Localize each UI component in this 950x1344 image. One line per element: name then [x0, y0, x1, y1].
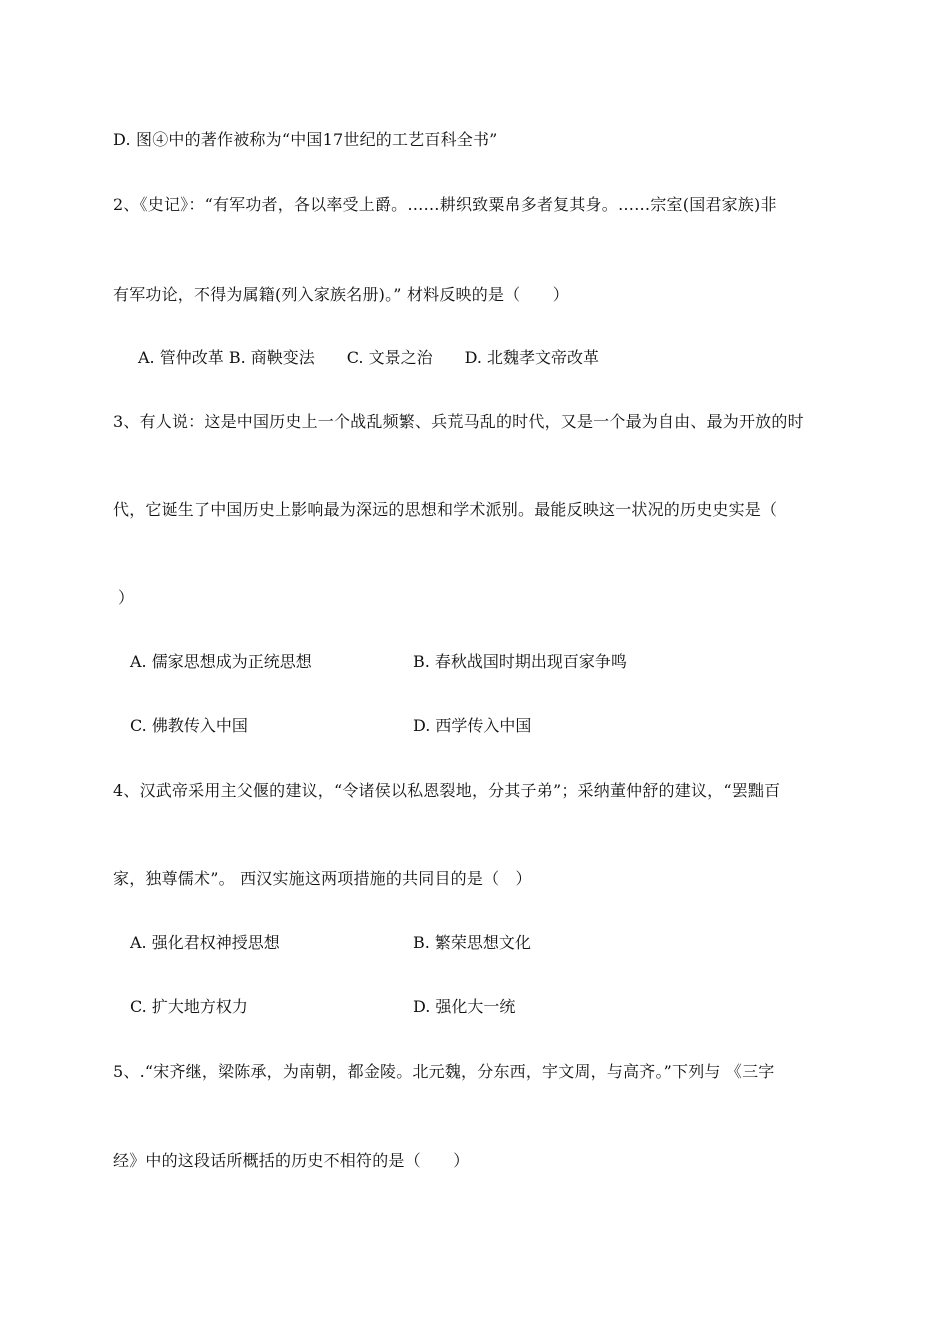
- question-3-stem-line-1: 3、有人说：这是中国历史上一个战乱频繁、兵荒马乱的时代，又是一个最为自由、最为开放的时: [113, 412, 804, 431]
- question-5-stem-line-2: 经》中的这段话所概括的历史不相符的是（ ）: [113, 1151, 470, 1170]
- question-3-stem-line-2: 代，它诞生了中国历史上影响最为深远的思想和学术派别。最能反映这一状况的历史史实是（: [113, 500, 778, 519]
- question-3-option-d: D. 西学传入中国: [413, 716, 532, 735]
- question-3-option-a: A. 儒家思想成为正统思想: [130, 652, 312, 671]
- question-4-stem-line-2: 家，独尊儒术”。 西汉实施这两项措施的共同目的是（ ）: [113, 869, 532, 888]
- question-4-option-a: A. 强化君权神授思想: [130, 933, 280, 952]
- question-4-stem-line-1: 4、汉武帝采用主父偃的建议，“令诸侯以私恩裂地，分其子弟”；采纳董仲舒的建议，“罢黜百: [113, 781, 781, 800]
- question-4-option-b: B. 繁荣思想文化: [413, 933, 531, 952]
- question-3-option-b: B. 春秋战国时期出现百家争鸣: [413, 652, 627, 671]
- question-5-stem-line-1: 5、.“宋齐继，梁陈承，为南朝，都金陵。北元魏，分东西，宇文周，与高齐。”下列与 《三字: [113, 1062, 775, 1081]
- question-4-option-d: D. 强化大一统: [413, 997, 516, 1016]
- question-2-stem-line-1: 2、《史记》：“有军功者，各以率受上爵。……耕织致粟帛多者复其身。……宗室(国君家族)非: [113, 195, 777, 214]
- question-2-options: A. 管仲改革 B. 商鞅变法 C. 文景之治 D. 北魏孝文帝改革: [138, 348, 600, 367]
- question-3-option-c: C. 佛教传入中国: [130, 716, 248, 735]
- question-4-option-c: C. 扩大地方权力: [130, 997, 248, 1016]
- question-1-option-d: D. 图④中的著作被称为“中国17世纪的工艺百科全书”: [113, 130, 498, 149]
- question-2-stem-line-2: 有军功论，不得为属籍(列入家族名册)。” 材料反映的是（ ）: [113, 285, 569, 304]
- question-3-stem-line-3: ）: [118, 588, 135, 607]
